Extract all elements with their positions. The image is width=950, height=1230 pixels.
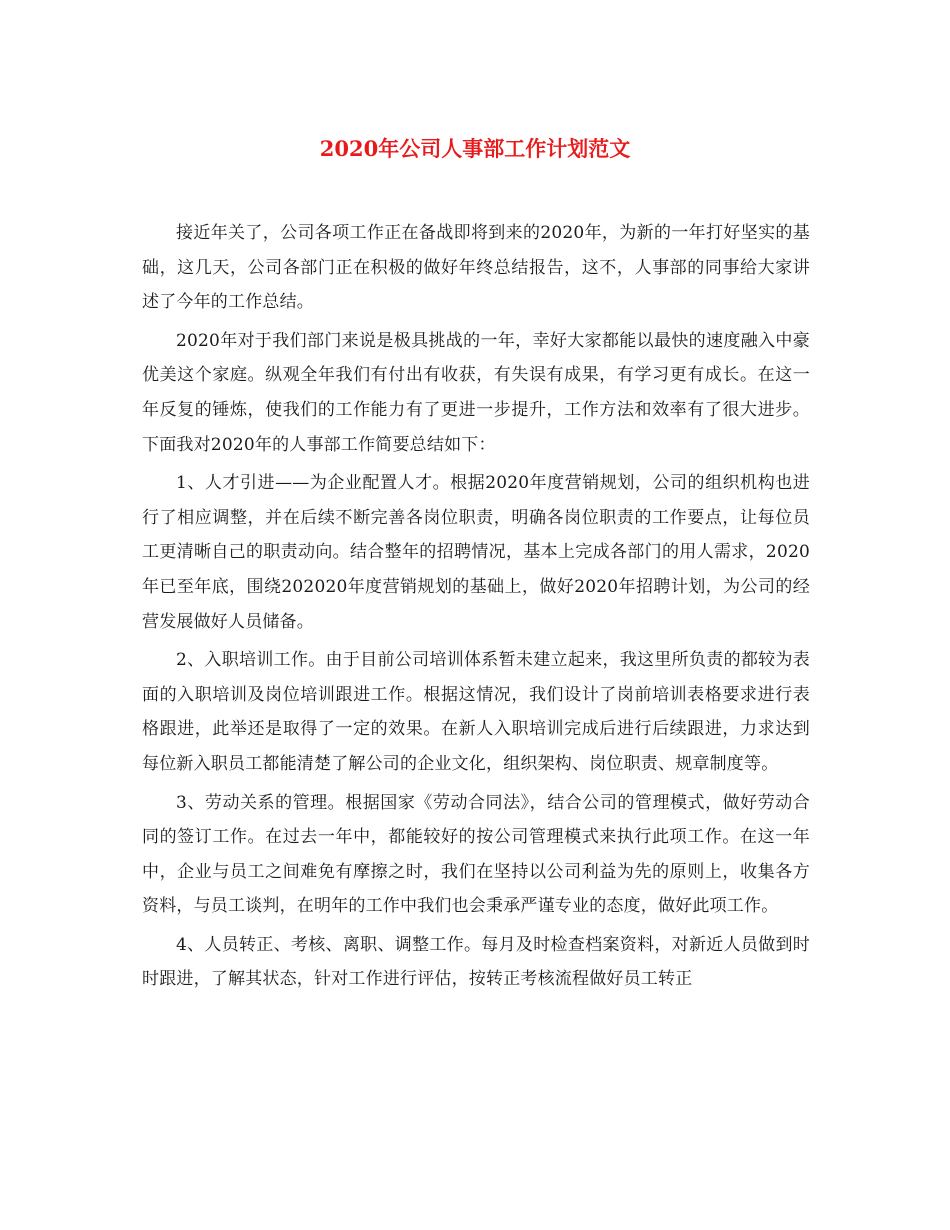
document-title: 2020年公司人事部工作计划范文 (319, 136, 631, 161)
paragraph-overview: 2020年对于我们部门来说是极具挑战的一年，幸好大家都能以最快的速度融入中豪优美这个家庭。纵观全年我们有付出有收获，有失误有成果，有学习更有成长。在这一年反复的锤炼，使我们的工作能力有了更进一步提升，工作方法和效率有了很大进步。下面我对2020年的人事部工作简要总结如下： (142, 330, 810, 455)
paragraph-onboarding-training: 2、入职培训工作。由于目前公司培训体系暂未建立起来，我这里所负责的都较为表面的入职培训及岗位培训跟进工作。根据这情况，我们设计了岗前培训表格要求进行表格跟进，此举还是取得了一定的效果。在新人入职培训完成后进行后续跟进，力求达到每位新入职员工都能清楚了解公司的企业文化，组织架构、岗位职责、规章制度等。 (142, 650, 810, 774)
paragraph-intro: 接近年关了，公司各项工作正在备战即将到来的2020年，为新的一年打好坚实的基础，这几天，公司各部门正在积极的做好年终总结报告，这不，人事部的同事给大家讲述了今年的工作总结。 (142, 223, 810, 313)
paragraph-talent-recruitment: 1、人才引进——为企业配置人才。根据2020年度营销规划，公司的组织机构也进行了相应调整，并在后续不断完善各岗位职责，明确各岗位职责的工作要点，让每位员工更清晰自己的职责动向。结合整年的招聘情况，基本上完成各部门的用人需求，2020年已至年底，围绕202020年度营销规划的基础上，做好2020年招聘计划，为公司的经营发展做好人员储备。 (142, 473, 810, 632)
paragraph-labor-relations: 3、劳动关系的管理。根据国家《劳动合同法》，结合公司的管理模式，做好劳动合同的签订工作。在过去一年中，都能较好的按公司管理模式来执行此项工作。在这一年中，企业与员工之间难免有摩擦之时，我们在坚持以公司利益为先的原则上，收集各方资料，与员工谈判，在明年的工作中我们也会秉承严谨专业的态度，做好此项工作。 (142, 792, 810, 917)
document-body (142, 216, 810, 1001)
paragraph-personnel-changes: 4、人员转正、考核、离职、调整工作。每月及时检查档案资料，对新近人员做到时时跟进，了解其状态，针对工作进行评估，按转正考核流程做好员工转正 (142, 934, 810, 990)
